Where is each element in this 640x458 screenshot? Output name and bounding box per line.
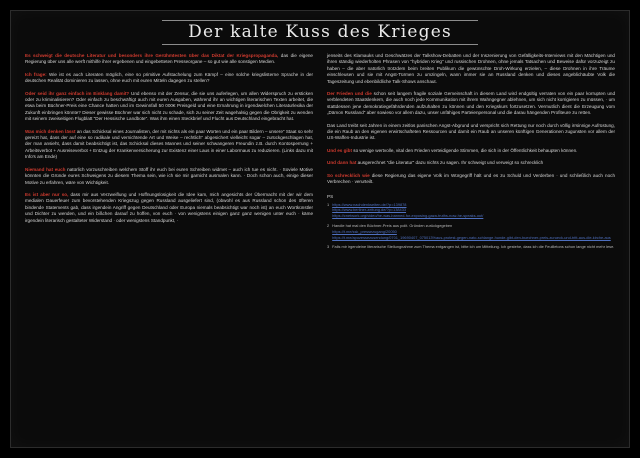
ps-note-marker: 3: [327, 244, 330, 250]
paragraph-body: dass mir aus Verzweiflung und Hoffnungslosigkeit die Idee kam, mich angesichts der Übermacht mit der wir dem medialen Dauerfeuer zum bevorstehenden Kriegszug gegen Russland ausgeliefert sind, (obwohl es aus Russland schon des öfteren bindende Statements gab, dass irgendein Angriff gegen Deutschland oder Europa niemals beabsichtigt war noch ist) an euch Wortkünstler und Dichter zu wenden, und ein bißchen darauf zu hoffen, von euch · von wenigstens einigen ganz ganz wenigen unter euch · käme irgendein literarisch gestalteter Widerstand · oder wenigstens Standpunkt, ·: [25, 191, 313, 223]
ps-note: [327, 202, 615, 220]
paragraph-body: jenseits des Klamauks und Geschwätzes der Talkshow-Debatten und der Inszenierung von Gefälligkeits-Interviews mit den Mächtigen und ihren ständig wiederholten Phrasen von "hybriden Krieg" und russischen Drohnen, ohne jemals Tatsachen und Beweise dafür vorzuzeigt zu haben – die aber natürlich trotzdem beim breiten Publikum die gewünschte Droh-Wirkung erzielen, – diese Drohnen in ihre Träume einschleusen und sie mit Angst-Türmen zu umzingeln, wann immer sie an Russland denken und dieses angeblichäubte Volk die Tageszeitung und ebenbildliche Talk-Shows anschaut.: [327, 53, 615, 84]
ps-note: [327, 223, 615, 240]
ps-note-body: [332, 223, 615, 240]
reference-link[interactable]: https://cnetwork.org/video/he-was-banned-for-exposing-gaza-truths-now-he-speaks-out/: [332, 213, 484, 219]
title-container: [11, 11, 629, 47]
paragraph: [25, 192, 313, 224]
paragraph-lead: Es schweigt die deutsche Literatur und besonders ihre Gerühmtesten über das Diktat der Kriegspropaganda,: [25, 53, 279, 58]
paragraph: [327, 53, 615, 85]
ps-note: [327, 244, 615, 249]
ps-label: PS: [327, 193, 334, 199]
ps-note-marker: 2: [327, 223, 330, 229]
reference-link[interactable]: https://t.me/apozessezusendung/0701_19690407_075013%aus-protest-gegen-nato-schlange-hunde-gibt-den-buechner-preis-zurueck-und-tritt-aus-die-kirche-aus: [332, 234, 611, 240]
reference-link[interactable]: https://t.me/ssk_pressezugang/20050: [332, 228, 397, 234]
ps-note-text: Handle hat mal den Büchner-Preis aus polit. Gründen zurückgegeben: [332, 223, 453, 229]
paragraph: [327, 173, 615, 186]
ps-note-body: [332, 202, 615, 220]
reference-link[interactable]: https://www.berliner-zeitung.de/?p=138433: [332, 207, 407, 213]
paragraph-lead: Niemand hat euch: [25, 166, 66, 172]
paragraph: [25, 53, 313, 66]
paragraph: [25, 167, 313, 186]
right-column: [327, 53, 615, 254]
paragraph-lead: Der Frieden und die: [327, 91, 372, 97]
paragraph-body: natürlich vorzuschreiben welchem Stoff ihr euch bei euren Schreiben widmet – auch ich tue es nicht. · Soviele Motive könnten die Gründe eures Schweigens zu diesem Thema sein, wie ich sie mir garnicht ausmalen kann. · Doch schon auch, einige dieser Motive zu erfahren, wäre von Wichtigkeit.: [25, 166, 313, 185]
paragraph-body: an das Schicksal eines Journalisten, der mit nichts als ein paar Worten und ein paar Bildern – unsere" Staat so sehr gereizt hat, dass der auf eine so radikale und vernichtende Art und Weise – rechtlich" abgesichert vielleicht sogar – zurückgeschlagen hat, der man ansieht, dass damit beabsichtigt ist, das Schicksal dieses Mannes und seiner schwangeren Freundin z.B. durch Kontosperrung + Arbeitsverbot + Ausreiseverbot + Entzug der Krankenversicherung zur Existenz einer Laus in einer Labormaus zu reduzieren. (Links dazu mit Info's am Ende): [25, 128, 313, 160]
paragraph-body: diese Regierung das eigene Volk im Würgegriff hält und es zu Schuld und Verderben · und schließlich auch noch Verbrechen · verurteilt.: [327, 172, 615, 185]
paragraph: [327, 91, 615, 117]
paragraph-body: Wie ist es auch Literaten möglich, eine so primitive Aufstachelung zum Kämpf – eine solche kriegslisterne Sprache in der deutschen Realität dominieren zu lassen, ohne euch mit euren Mitteln dagegen zu stellen?: [25, 71, 313, 84]
paragraph-lead: Ich frage:: [25, 71, 47, 77]
ps-note-marker: 1: [327, 201, 330, 207]
paragraph-body: das die eigene Regierung über uns alle werft mithilfe ihrer ergebenen und eingebetteten Presseorgane – so gut wie alle sonstigen Medien.: [25, 53, 313, 65]
paragraph-lead: Es ist aber nur so,: [25, 191, 69, 197]
paragraph: [25, 91, 313, 123]
paragraph: [327, 123, 615, 142]
text-columns: [11, 47, 629, 262]
paragraph-lead: Was mich denken lässt: [25, 128, 76, 134]
paragraph-lead: Oder seid ihr ganz einfach im Einklang damit?: [25, 90, 130, 96]
paragraph-body: Und ebenso mit der Zensur, die sie uns auferlegen, um allen Widerspruch zu ersticken oder zu kriminalisieren? Oder einfach zu beschwäftigt auch mit euren Ausgaben, während ihr an wichtigen literarischen Texten arbeitet, die etwa beim Büchner-Preis eine Chance hatten und im Gewinnfall 50 000€ Preisgeld und eine Ernahrung in irgendwelchen Literaturlexika der Zukunft einbringen könnte? Dieser gewisse Büchner war sich nicht zu schade, sich zu seiner Zeit wagehalsig gegen die Obrigkeit zu wenden mit seinem zweiseitigen Flugblatt "Der Hessische Landbote". Was ihm einen Steckbrief und Flucht aus Deutschland eingebracht hat.: [25, 90, 313, 122]
reference-link[interactable]: https://www.nachdenkseiten.de/?p=139878: [332, 201, 407, 207]
paragraph: [327, 148, 615, 154]
paragraph: [327, 160, 615, 166]
paragraph-lead: Und es gibt: [327, 147, 353, 153]
paragraph-body: so wenige wertvolle, vital den Frieden verteidigende Stimmen, die sich in der Öffentlichkeit behaupten können.: [352, 147, 578, 153]
paragraph-lead: So schrecklich wie: [327, 172, 370, 178]
ps-note-body: Falls mir irgendeine literarische Stellungnahme zum Thema entgangen ist, bitte ich um Mitteilung. Ich gestehe, dass ich die Feuilletons schon lange nicht mehr lese.: [332, 244, 615, 250]
paragraph-body: ausgerechnet "die Literatur" dazu nichts zu sagen. Ihr schweigt und verweigt so schrecklich: [356, 160, 544, 166]
paragraph: [25, 129, 313, 161]
document-frame: [10, 10, 630, 448]
page-title: Der kalte Kuss des Krieges: [162, 20, 478, 45]
paragraph-lead: Und dann hat: [327, 160, 357, 166]
paragraph-body: schon seit langem fragile soziale Gemeinschaft in diesem Land wird endgültig verraten von ein paar korrupten und verblendeten Staatslenkern, die auch noch jede Kommunikation mit ihrem Wahngegner ablehnen, um sich nicht korrigieren zu müssen, · um stattdessen jene demokratiegefährdenden aufzuhalten zu können und den Kriegskurs fortzusetzen. Vermutlich dient die Erzeugung vom „Dämon Russland" aber sowieso vor allem dazu, unser unfähiges Parteienpersonal und die darau hängenden Profiteure zu retten.: [327, 91, 615, 116]
left-column: [25, 53, 313, 254]
paragraph-body: Das Land treibt seit Jahren in einem zeitlos panischen Angst-Abgrund und verspricht sich Rettung nur noch durch völlig irrsinnige Aufrüstung, die ein Raub an den eigenen erwirtschafteten Ressourcen und damit ein Raub an unseren künftigen Generationen zugunsten vor allem der US-Waffen-Industrie ist.: [327, 122, 615, 141]
paragraph: [25, 72, 313, 85]
